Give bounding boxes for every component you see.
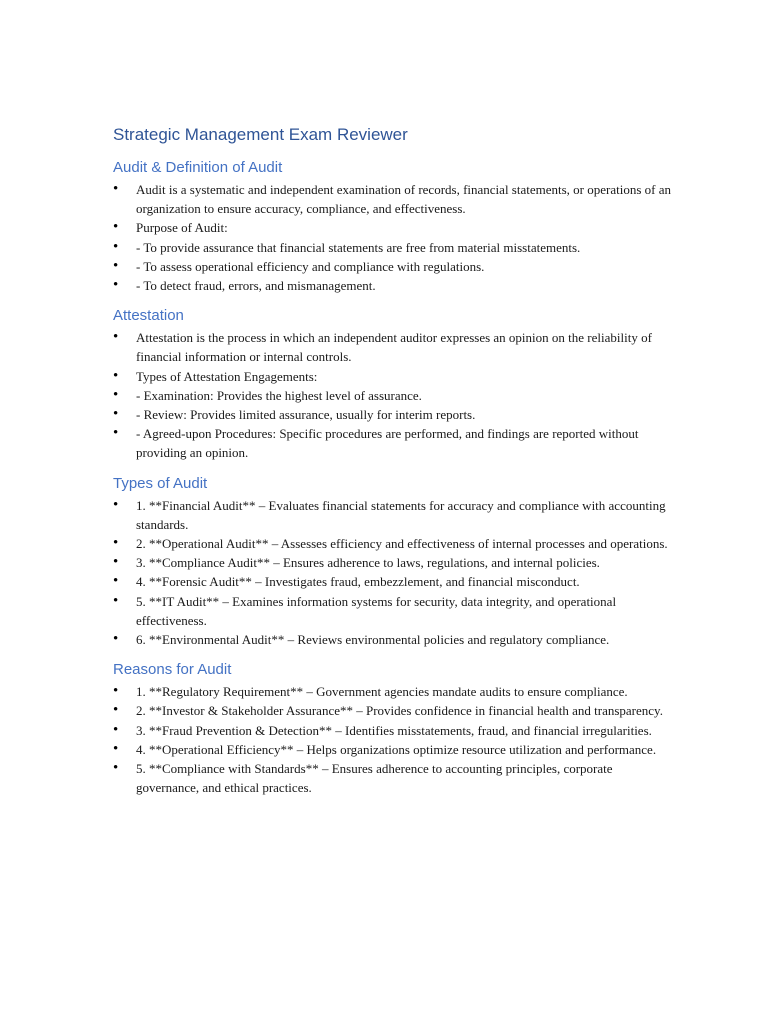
list-item: • Types of Attestation Engagements: xyxy=(113,367,673,386)
list-item: • 4. **Forensic Audit** – Investigates fraud, embezzlement, and financial misconduct. xyxy=(113,572,673,591)
document-content xyxy=(113,124,673,797)
list-item: • - To assess operational efficiency and compliance with regulations. xyxy=(113,257,673,276)
section-heading: Types of Audit xyxy=(113,474,208,492)
list-item: • - Agreed-upon Procedures: Specific procedures are performed, and findings are reported without providing an opinion. xyxy=(113,424,673,462)
list-item: • 3. **Compliance Audit** – Ensures adherence to laws, regulations, and internal policies. xyxy=(113,553,673,572)
list-item: • Attestation is the process in which an independent auditor expresses an opinion on the reliability of financial information or internal controls. xyxy=(113,328,673,366)
list-item: • 1. **Regulatory Requirement** – Government agencies mandate audits to ensure compliance. xyxy=(113,682,673,701)
list-item: • 4. **Operational Efficiency** – Helps organizations optimize resource utilization and performance. xyxy=(113,740,673,759)
list-item: • 5. **IT Audit** – Examines information systems for security, data integrity, and operational effectiveness. xyxy=(113,592,673,630)
list-item: • 3. **Fraud Prevention & Detection** – Identifies misstatements, fraud, and financial irregularities. xyxy=(113,721,673,740)
section-attestation xyxy=(113,306,673,462)
list-item: • - Review: Provides limited assurance, usually for interim reports. xyxy=(113,405,673,424)
bullet-list xyxy=(113,328,673,462)
bullet-list xyxy=(113,180,673,295)
list-item: • 6. **Environmental Audit** – Reviews environmental policies and regulatory compliance. xyxy=(113,630,673,649)
section-heading: Attestation xyxy=(113,307,184,325)
section-reasons-for-audit xyxy=(113,660,673,797)
section-heading: Audit & Definition of Audit xyxy=(113,159,283,176)
document-title: Strategic Management Exam Reviewer xyxy=(113,125,408,144)
list-item: • - Examination: Provides the highest level of assurance. xyxy=(113,386,673,405)
list-item: • - To detect fraud, errors, and mismanagement. xyxy=(113,276,673,295)
list-item: • 2. **Investor & Stakeholder Assurance** – Provides confidence in financial health and transparency. xyxy=(113,701,673,720)
section-heading: Reasons for Audit xyxy=(113,661,232,679)
list-item: • 1. **Financial Audit** – Evaluates financial statements for accuracy and compliance with accounting standards. xyxy=(113,496,673,534)
section-types-of-audit xyxy=(113,474,673,650)
list-item: • Purpose of Audit: xyxy=(113,218,673,237)
list-item: • 5. **Compliance with Standards** – Ensures adherence to accounting principles, corporate governance, and ethical practices. xyxy=(113,759,673,797)
list-item: • 2. **Operational Audit** – Assesses efficiency and effectiveness of internal processes and operations. xyxy=(113,534,673,553)
list-item: • - To provide assurance that financial statements are free from material misstatements. xyxy=(113,238,673,257)
bullet-list xyxy=(113,496,673,650)
section-audit-definition xyxy=(113,158,673,295)
list-item: • Audit is a systematic and independent examination of records, financial statements, or operations of an organization to ensure accuracy, compliance, and effectiveness. xyxy=(113,180,673,218)
bullet-list xyxy=(113,682,673,797)
